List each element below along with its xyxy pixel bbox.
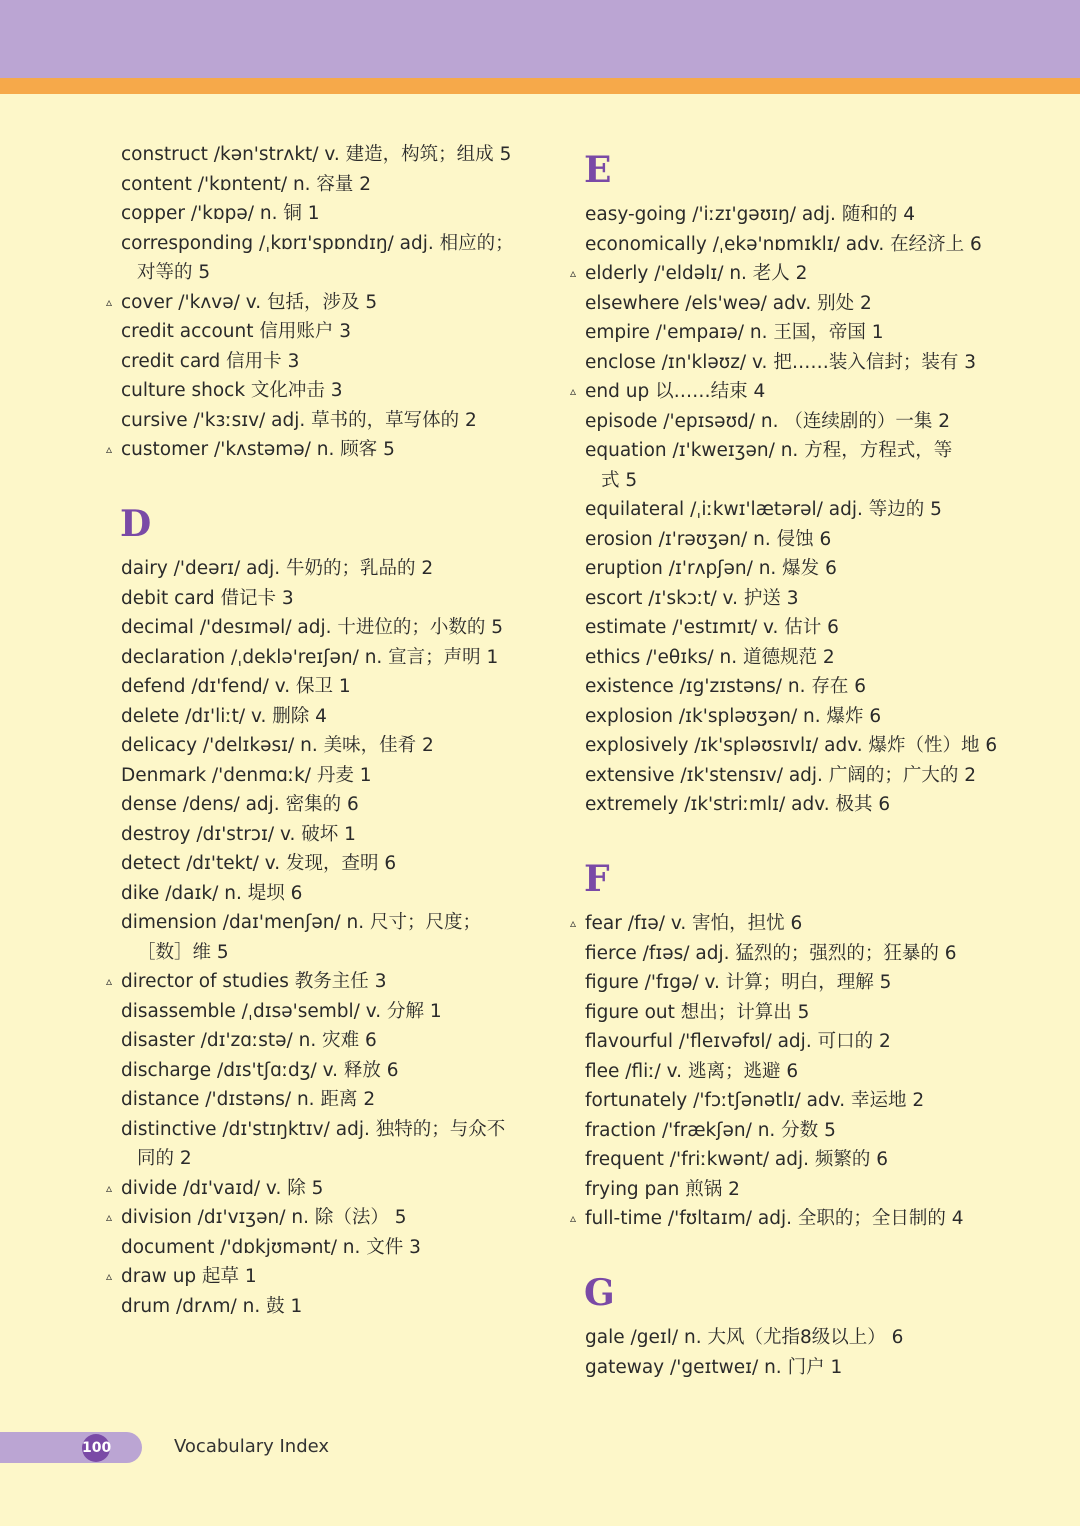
entry-text: explosion /ɪk'spləʊʒən/ n. 爆炸 6 xyxy=(585,705,882,727)
entry-text: equation /ɪ'kweɪʒən/ n. 方程，方程式，等 xyxy=(585,440,953,461)
entry-text: extremely /ɪk'striːmlɪ/ adv. 极其 6 xyxy=(585,794,891,815)
triangle-marker-icon: ▵ xyxy=(106,294,113,309)
entry-text: director of studies 教务主任 3 xyxy=(121,971,387,992)
footer-title: Vocabulary Index xyxy=(174,1436,330,1457)
entry-text: distinctive /dɪ'stɪŋktɪv/ adj. 独特的；与众不 xyxy=(121,1118,506,1140)
vocabulary-entry xyxy=(570,909,990,939)
vocabulary-entry xyxy=(570,968,990,998)
vocabulary-entry xyxy=(570,259,990,289)
vocabulary-entry xyxy=(106,1233,526,1263)
entry-text: decimal /'desɪməl/ adj. 十进位的；小数的 5 xyxy=(121,617,504,638)
vocabulary-entry xyxy=(570,731,998,761)
vocabulary-entry xyxy=(106,554,526,584)
vocabulary-entry xyxy=(570,1353,990,1383)
vocabulary-entry xyxy=(570,1145,990,1175)
entry-text: division /dɪ'vɪʒən/ n. 除（法） 5 xyxy=(121,1207,407,1228)
entry-text: destroy /dɪ'strɔɪ/ v. 破坏 1 xyxy=(121,823,356,845)
entry-text: empire /'empaɪə/ n. 王国，帝国 1 xyxy=(585,322,884,343)
entry-text: equilateral /ˌiːkwɪ'lætərəl/ adj. 等边的 5 xyxy=(585,499,942,520)
entry-text: eruption /ɪ'rʌpʃən/ n. 爆发 6 xyxy=(585,558,837,579)
entry-text: construct /kən'strʌkt/ v. 建造，构筑；组成 5 xyxy=(121,144,512,165)
entry-text: defend /dɪ'fend/ v. 保卫 1 xyxy=(121,676,351,697)
entry-text: culture shock 文化冲击 3 xyxy=(121,380,343,401)
vocabulary-entry xyxy=(570,436,990,466)
section-gap xyxy=(570,1234,990,1264)
vocabulary-entry xyxy=(570,377,990,407)
vocabulary-entry xyxy=(106,1115,526,1145)
vocabulary-entry xyxy=(570,407,990,437)
entry-text: flavourful /'fleɪvəfʊl/ adj. 可口的 2 xyxy=(585,1031,891,1052)
entry-text: divide /dɪ'vaɪd/ v. 除 5 xyxy=(121,1177,324,1199)
entry-text: draw up 起草 1 xyxy=(121,1266,257,1287)
entry-text: dike /daɪk/ n. 堤坝 6 xyxy=(121,882,303,904)
triangle-marker-icon: ▵ xyxy=(106,442,113,456)
vocabulary-entry xyxy=(106,1262,526,1292)
vocabulary-entry xyxy=(570,1086,990,1116)
entry-text: erosion /ɪ'rəʊʒən/ n. 侵蚀 6 xyxy=(585,528,832,550)
entry-text: discharge /dɪs'tʃɑːdʒ/ v. 释放 6 xyxy=(121,1059,399,1081)
vocabulary-entry xyxy=(106,849,526,879)
vocabulary-entry xyxy=(570,761,990,791)
vocabulary-entry xyxy=(570,998,990,1028)
entry-text: drum /drʌm/ n. 鼓 1 xyxy=(121,1295,303,1317)
vocabulary-entry xyxy=(106,229,526,259)
vocabulary-entry xyxy=(106,1085,526,1115)
entry-text: detect /dɪ'tekt/ v. 发现，查明 6 xyxy=(121,853,397,874)
triangle-marker-icon: ▵ xyxy=(106,1210,113,1224)
vocabulary-entry xyxy=(570,200,990,230)
triangle-marker-icon: ▵ xyxy=(570,1211,577,1225)
entry-text: ethics /'eθɪks/ n. 道德规范 2 xyxy=(585,646,835,668)
vocabulary-entry xyxy=(570,643,990,673)
entry-text: disassemble /ˌdɪsə'sembl/ v. 分解 1 xyxy=(121,1000,442,1022)
vocabulary-entry xyxy=(106,140,526,170)
triangle-marker-icon: ▵ xyxy=(570,916,577,930)
entry-text: distance /'dɪstəns/ n. 距离 2 xyxy=(121,1089,376,1110)
entry-continuation-text: 同的 2 xyxy=(137,1148,192,1169)
vocabulary-entry xyxy=(106,406,526,436)
entry-text: declaration /ˌdeklə'reɪʃən/ n. 宣言；声明 1 xyxy=(121,646,499,668)
entry-text: elderly /'eldəlɪ/ n. 老人 2 xyxy=(585,263,808,284)
vocabulary-entry xyxy=(106,288,526,318)
entry-text: delete /dɪ'liːt/ v. 删除 4 xyxy=(121,705,327,727)
vocabulary-entry xyxy=(570,1057,990,1087)
vocabulary-entry xyxy=(106,199,526,229)
triangle-marker-icon: ▵ xyxy=(106,1269,113,1283)
vocabulary-entry xyxy=(106,967,526,997)
entry-text: content /'kɒntent/ n. 容量 2 xyxy=(121,173,372,195)
vocabulary-entry xyxy=(570,1204,990,1234)
entry-text: enclose /ɪn'kləʊz/ v. 把……装入信封；装有 3 xyxy=(585,351,976,373)
vocabulary-entry xyxy=(570,939,990,969)
vocabulary-entry xyxy=(106,731,526,761)
vocabulary-entry xyxy=(106,702,526,732)
section-letter-f: F xyxy=(584,858,610,900)
vocabulary-entry xyxy=(106,317,526,347)
entry-text: economically /ˌekə'nɒmɪklɪ/ adv. 在经济上 6 xyxy=(585,233,982,255)
entry-text: debit card 借记卡 3 xyxy=(121,587,294,609)
entry-text: Denmark /'denmɑːk/ 丹麦 1 xyxy=(121,764,372,786)
entry-text: dairy /'deərɪ/ adj. 牛奶的；乳品的 2 xyxy=(121,558,434,579)
entry-text: end up 以……结束 4 xyxy=(585,381,766,402)
entry-continuation-text: ［数］维 5 xyxy=(137,941,229,963)
entry-text: credit account 信用账户 3 xyxy=(121,321,352,342)
vocabulary-entry xyxy=(106,376,526,406)
vocabulary-entry xyxy=(570,318,990,348)
vocabulary-entry xyxy=(570,613,990,643)
triangle-marker-icon: ▵ xyxy=(570,266,577,280)
vocabulary-entry xyxy=(106,347,526,377)
entry-text: copper /'kɒpə/ n. 铜 1 xyxy=(121,203,320,224)
vocabulary-entry xyxy=(570,1175,990,1205)
entry-text: dimension /daɪ'menʃən/ n. 尺寸；尺度； xyxy=(121,912,482,933)
vocabulary-entry xyxy=(106,613,526,643)
entry-text: estimate /'estɪmɪt/ v. 估计 6 xyxy=(585,617,839,638)
entry-text: figure out 想出；计算出 5 xyxy=(585,1001,810,1023)
vocabulary-entry xyxy=(106,1026,526,1056)
vocabulary-entry xyxy=(106,1292,526,1322)
vocabulary-entry-continuation xyxy=(570,466,990,496)
entry-text: gateway /'geɪtweɪ/ n. 门户 1 xyxy=(585,1356,843,1378)
vocabulary-entry xyxy=(106,790,526,820)
triangle-marker-icon: ▵ xyxy=(106,1180,113,1195)
entry-text: corresponding /ˌkɒrɪ'spɒndɪŋ/ adj. 相应的； xyxy=(121,232,514,254)
page-number: 100 xyxy=(82,1434,110,1462)
vocabulary-entry xyxy=(570,525,990,555)
entry-text: elsewhere /els'weə/ adv. 别处 2 xyxy=(585,292,872,314)
header-band xyxy=(0,0,1080,78)
entry-text: dense /dens/ adj. 密集的 6 xyxy=(121,794,359,815)
entry-text: disaster /dɪ'zɑːstə/ n. 灾难 6 xyxy=(121,1030,377,1051)
entry-text: flee /fliː/ v. 逃离；逃避 6 xyxy=(585,1060,799,1082)
entry-text: escort /ɪ'skɔːt/ v. 护送 3 xyxy=(585,587,799,609)
entry-text: figure /'fɪgə/ v. 计算；明白，理解 5 xyxy=(585,972,892,993)
vocabulary-entry xyxy=(106,170,526,200)
vocabulary-entry xyxy=(570,230,990,260)
section-gap xyxy=(570,820,990,850)
vocabulary-entry xyxy=(106,1203,526,1233)
entry-text: gale /geɪl/ n. 大风（尤指8级以上） 6 xyxy=(585,1327,904,1348)
vocabulary-entry xyxy=(570,584,990,614)
section-letter-d: D xyxy=(120,503,152,545)
vocabulary-entry xyxy=(570,1323,990,1353)
entry-text: full-time /'fʊltaɪm/ adj. 全职的；全日制的 4 xyxy=(585,1208,964,1229)
section-gap xyxy=(106,465,526,495)
index-column-left xyxy=(106,140,526,1321)
entry-continuation-text: 式 5 xyxy=(601,469,638,491)
triangle-marker-icon: ▵ xyxy=(570,384,577,398)
vocabulary-entry xyxy=(106,879,526,909)
section-letter-g: G xyxy=(584,1272,615,1314)
vocabulary-entry-continuation xyxy=(106,938,526,968)
header-accent-stripe xyxy=(0,78,1080,94)
entry-text: frying pan 煎锅 2 xyxy=(585,1178,740,1200)
entry-text: delicacy /'delɪkəsɪ/ n. 美味，佳肴 2 xyxy=(121,735,434,756)
vocabulary-entry xyxy=(570,554,990,584)
vocabulary-entry xyxy=(570,672,990,702)
vocabulary-entry xyxy=(570,1027,990,1057)
vocabulary-entry xyxy=(570,495,990,525)
vocabulary-entry xyxy=(106,643,526,673)
entry-text: existence /ɪg'zɪstəns/ n. 存在 6 xyxy=(585,676,866,697)
vocabulary-entry xyxy=(570,702,990,732)
vocabulary-entry xyxy=(570,1116,990,1146)
vocabulary-entry xyxy=(106,997,526,1027)
vocabulary-entry xyxy=(570,348,990,378)
footer-pill xyxy=(0,1432,142,1463)
vocabulary-entry xyxy=(106,908,526,938)
entry-text: fear /fɪə/ v. 害怕，担忧 6 xyxy=(585,913,803,934)
entry-text: explosively /ɪk'spləʊsɪvlɪ/ adv. 爆炸（性）地 6 xyxy=(585,735,998,756)
section-letter-e: E xyxy=(584,149,612,191)
entry-text: cursive /'kɜːsɪv/ adj. 草书的，草写体的 2 xyxy=(121,409,477,431)
vocabulary-entry-continuation xyxy=(106,1144,526,1174)
vocabulary-entry xyxy=(106,672,526,702)
entry-text: fortunately /'fɔːtʃənətlɪ/ adv. 幸运地 2 xyxy=(585,1090,925,1111)
entry-text: extensive /ɪk'stensɪv/ adj. 广阔的；广大的 2 xyxy=(585,764,976,786)
vocabulary-entry xyxy=(106,1056,526,1086)
vocabulary-entry xyxy=(106,761,526,791)
vocabulary-entry xyxy=(106,584,526,614)
vocabulary-entry xyxy=(106,820,526,850)
entry-text: frequent /'friːkwənt/ adj. 频繁的 6 xyxy=(585,1149,889,1170)
entry-text: fraction /'frækʃən/ n. 分数 5 xyxy=(585,1119,836,1141)
entry-text: easy-going /'iːzɪ'gəʊɪŋ/ adj. 随和的 4 xyxy=(585,204,915,225)
triangle-marker-icon: ▵ xyxy=(106,974,113,988)
vocabulary-entry xyxy=(570,790,990,820)
entry-text: fierce /fɪəs/ adj. 猛烈的；强烈的；狂暴的 6 xyxy=(585,942,957,964)
vocabulary-entry-continuation xyxy=(106,258,526,288)
entry-text: customer /'kʌstəmə/ n. 顾客 5 xyxy=(121,439,395,460)
entry-text: credit card 信用卡 3 xyxy=(121,350,300,372)
index-column-right xyxy=(570,140,998,1382)
entry-text: episode /'epɪsəʊd/ n. （连续剧的）一集 2 xyxy=(585,410,950,432)
vocabulary-entry xyxy=(106,1174,526,1204)
entry-text: document /'dɒkjʊmənt/ n. 文件 3 xyxy=(121,1236,421,1258)
entry-continuation-text: 对等的 5 xyxy=(137,262,211,283)
entry-text: cover /'kʌvə/ v. 包括，涉及 5 xyxy=(121,291,378,313)
vocabulary-entry xyxy=(106,435,526,465)
vocabulary-entry xyxy=(570,289,990,319)
